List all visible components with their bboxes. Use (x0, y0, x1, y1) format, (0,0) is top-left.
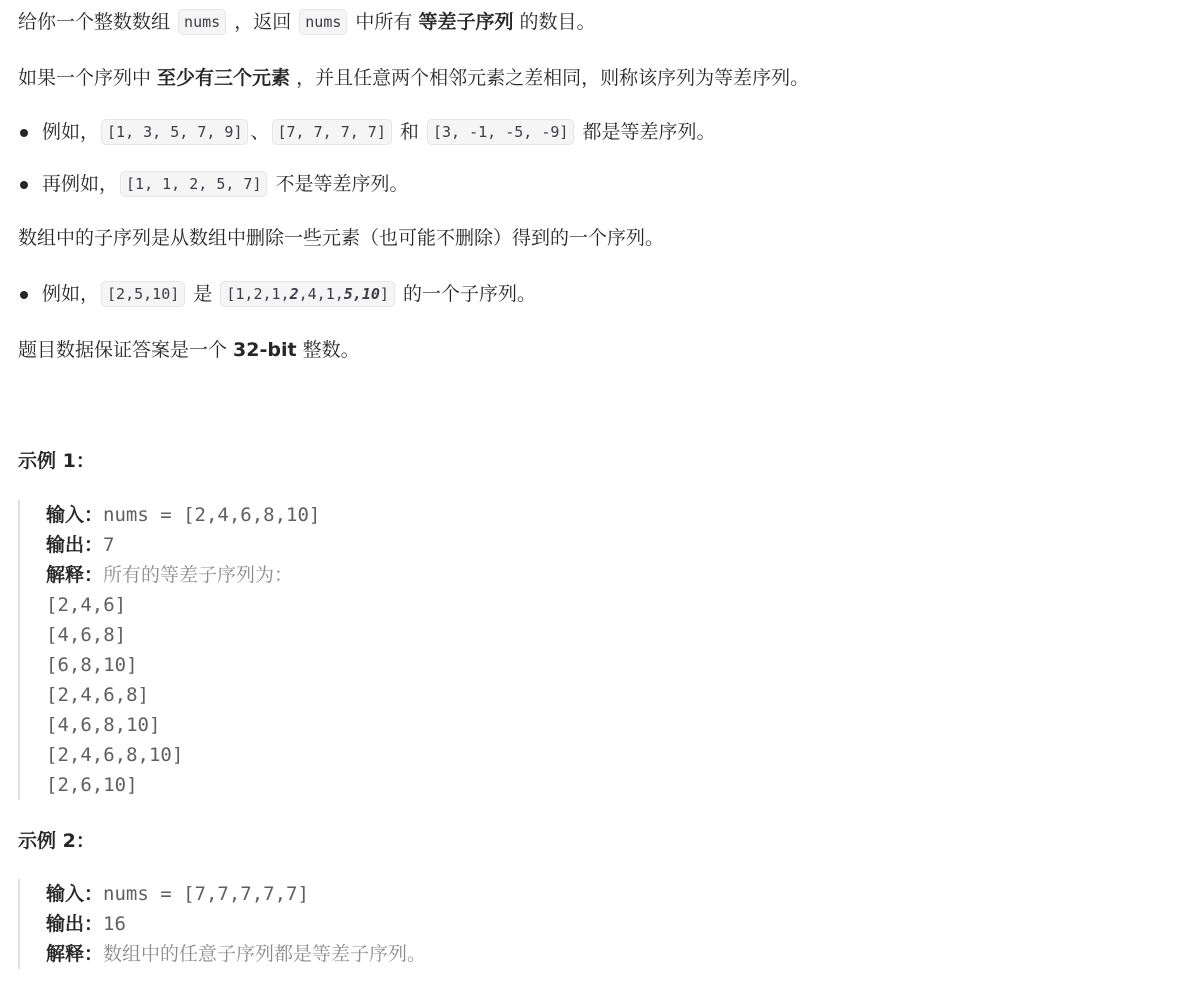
code-emphasis: 2 (289, 285, 299, 303)
bold-term: 等差子序列 (418, 11, 514, 33)
inline-code: [3, -1, -5, -9] (427, 119, 574, 145)
explanation-label: 解释： (46, 564, 104, 586)
text: 如果一个序列中 (18, 67, 158, 89)
output-value: 16 (103, 913, 126, 935)
text: 的数目。 (513, 11, 596, 33)
subsequence-line: [2,6,10] (46, 774, 138, 796)
code-part: ] (379, 285, 389, 303)
input-value: nums = [7,7,7,7,7] (103, 883, 309, 905)
intro-paragraph-2 (18, 64, 809, 92)
example-2-title: 示例 2： (18, 830, 95, 852)
text: 例如， (42, 121, 100, 143)
output-label: 输出： (46, 534, 104, 556)
bullet-item (18, 118, 715, 146)
text: 给你一个整数数组 (18, 11, 177, 33)
text: 的一个子序列。 (396, 283, 536, 305)
text: 是 (187, 283, 219, 305)
text: 不是等差序列。 (269, 173, 409, 195)
inline-code: [7, 7, 7, 7] (272, 119, 392, 145)
subsequence-line: [4,6,8,10] (46, 714, 161, 736)
example-1-block (18, 500, 320, 800)
bold-term: 32-bit (233, 339, 297, 361)
intro-paragraph-1 (18, 8, 596, 36)
code-emphasis: , (352, 285, 362, 303)
code-part: [1,2,1, (226, 285, 290, 303)
output-label: 输出： (46, 913, 104, 935)
bold-term: 至少有三个元素 (157, 67, 291, 89)
inline-code: [1, 3, 5, 7, 9] (101, 119, 248, 145)
text: 和 (393, 121, 425, 143)
code-emphasis: 5 (343, 285, 353, 303)
constraint-note (18, 336, 360, 364)
text: ，返回 (228, 11, 298, 33)
inline-code-nums: nums (299, 9, 347, 35)
text: 例如， (42, 283, 100, 305)
text: 中所有 (349, 11, 419, 33)
subsequence-line: [2,4,6] (46, 594, 127, 616)
code-part: ,4,1, (298, 285, 344, 303)
input-label: 输入： (46, 504, 104, 526)
bullet-item (18, 280, 536, 308)
input-value: nums = [2,4,6,8,10] (103, 504, 321, 526)
inline-code: [1, 1, 2, 5, 7] (120, 171, 267, 197)
text: ，并且任意两个相邻元素之差相同，则称该序列为等差序列。 (290, 67, 810, 89)
explanation-label: 解释： (46, 943, 104, 965)
subsequence-line: [2,4,6,8,10] (46, 744, 184, 766)
text: 、 (250, 121, 270, 143)
example-2-block (18, 879, 426, 969)
text: 都是等差序列。 (576, 121, 716, 143)
subsequence-line: [6,8,10] (46, 654, 138, 676)
subsequence-definition: 数组中的子序列是从数组中删除一些元素（也可能不删除）得到的一个序列。 (18, 227, 665, 249)
text: 再例如， (42, 173, 119, 195)
bullet-item (18, 170, 409, 198)
inline-code (220, 281, 395, 307)
text: 题目数据保证答案是一个 (18, 339, 234, 361)
inline-code: [2,5,10] (101, 281, 185, 307)
output-value: 7 (103, 534, 115, 556)
explanation-text: 所有的等差子序列为： (103, 564, 294, 586)
subsequence-line: [2,4,6,8] (46, 684, 149, 706)
example-1-title: 示例 1： (18, 450, 95, 472)
subsequence-line: [4,6,8] (46, 624, 127, 646)
explanation-text: 数组中的任意子序列都是等差子序列。 (103, 943, 427, 965)
code-emphasis: 10 (361, 285, 380, 303)
inline-code-nums: nums (178, 9, 226, 35)
input-label: 输入： (46, 883, 104, 905)
text: 整数。 (296, 339, 360, 361)
